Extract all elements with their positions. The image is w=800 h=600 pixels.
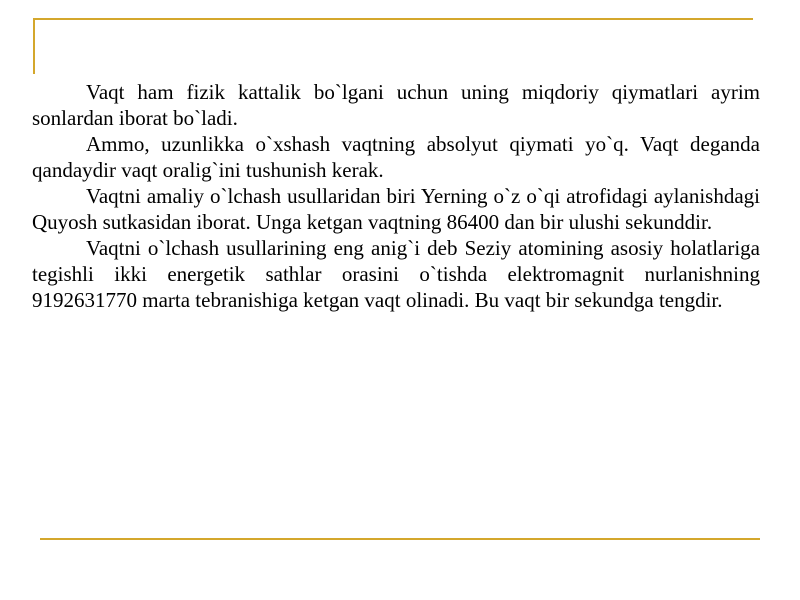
paragraph-3: Vaqtni amaliy o`lchash usullaridan biri Yerning o`z o`qi atrofidagi aylanishdagi Quyosh sutkasidan iborat. Unga ketgan vaqtning 86400 dan bir ulushi sekunddir.: [32, 184, 760, 234]
paragraph-2: Ammo, uzunlikka o`xshash vaqtning absolyut qiymati yo`q. Vaqt deganda qandaydir vaqt oralig`ini tushunish kerak.: [32, 132, 760, 182]
top-decorative-rule: [33, 18, 753, 20]
paragraph-1: Vaqt ham fizik kattalik bo`lgani uchun uning miqdoriy qiymatlari ayrim sonlardan iborat bo`ladi.: [32, 80, 760, 130]
paragraph-4: Vaqtni o`lchash usullarining eng anig`i deb Seziy atomining asosiy holatlariga tegishli ikki energetik sathlar orasini o`tishda elektromagnit nurlanishning 9192631770 marta tebranishiga ketgan vaqt olinadi. Bu vaqt bir sekundga tengdir.: [32, 236, 760, 312]
left-decorative-rule: [33, 18, 35, 74]
slide-body: [32, 79, 760, 313]
bottom-decorative-rule: [40, 538, 760, 540]
